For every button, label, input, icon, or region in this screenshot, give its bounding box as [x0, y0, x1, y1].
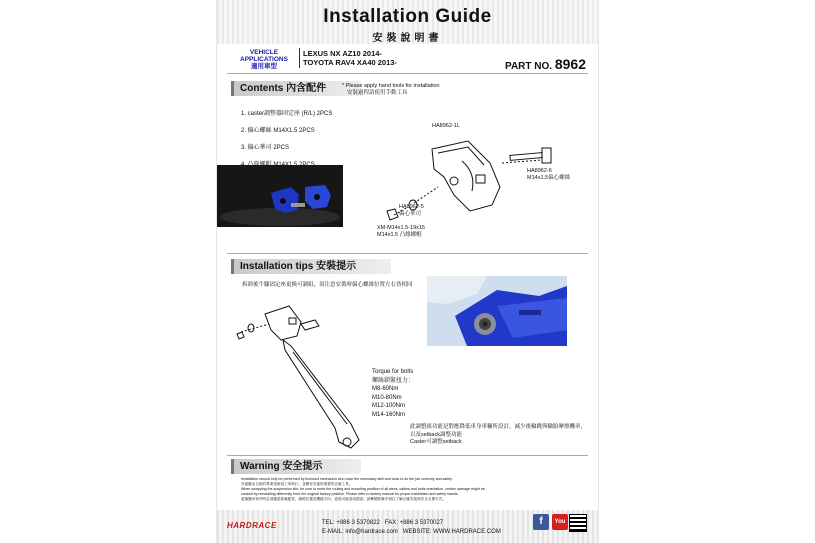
torque-value: M14-160Nm [372, 411, 406, 418]
tips-text: 拆卸後牛腳固定座更換可調組，須注意安裝時偏心螺絲位置左右皆相同 [242, 282, 413, 288]
vehicle-applications-label: VEHICLE APPLICATIONS 適用車型 [240, 49, 288, 70]
warning-text: Installation should only be performed by licensed mechanics who have the necessary skill and tools to do the job correctly and safely. 安裝應由合格的專業技術員工來執行，並擁有安裝所需要的正確工具。 When swapping the suspension kits, be sure to route the routing and mounting position of all wires, cables and bolts orientation, certain damage might be caused by reinstalling differently from the original factory position. Please refer to factory manual for proper installation and safety stands. 更換懸吊套件時必須確認原廠配管、線路位置及螺絲方向，更改可能造成損害。請參閱原廠手冊以了解正確安裝與安全支撐方式。 [241, 477, 485, 501]
divider [227, 73, 588, 74]
installed-photo [427, 276, 567, 346]
label-bracket: HA8962-1L [432, 123, 460, 129]
contents-heading: Contents 內含配件 [231, 81, 361, 96]
list-item: 3. 偏心華司 2PCS [241, 145, 290, 151]
vehicle-model: TOYOTA RAV4 XA40 2013- [303, 58, 397, 67]
vehicle-models [303, 49, 397, 67]
divider [227, 455, 588, 456]
vehicle-model: LEXUS NX AZ10 2014- [303, 49, 382, 58]
label-nut: XM-M14x1.5-19x15 M14x1.5 凸緣螺帽 [377, 225, 425, 238]
youtube-icon[interactable]: You [552, 514, 568, 530]
product-photo [217, 165, 343, 227]
page-title: Installation Guide [323, 6, 492, 27]
torque-specs: Torque for bolts 螺絲鎖緊扭力： M8-60Nm M10-80Nm M12-100Nm M14-160Nm [372, 369, 415, 418]
tips-heading: Installation tips 安裝提示 [231, 259, 391, 274]
qr-code-icon[interactable] [569, 514, 587, 532]
tools-note: * Please apply hand tools for installation 安裝過程請使用手動工具 [342, 83, 440, 96]
list-item: 1. caster調整器固定座 (R/L) 2PCS [241, 111, 333, 117]
part-number: PART NO. 8962 [505, 56, 586, 72]
contact-info: TEL: +886 3 5370822 FAX: +886 3 5370027 E-MAIL: info@hardrace.com WEBSITE: WWW.HARDRACE.COM [322, 520, 501, 535]
label-washer: HA8962-5 偏心華司 [399, 204, 424, 217]
divider [227, 253, 588, 254]
label-bolt: HA8962-6 M14x1.5偏心螺絲 [527, 168, 571, 181]
list-item: 2. 偏心螺絲 M14X1.5 2PCS [241, 128, 315, 134]
facebook-icon[interactable]: f [533, 514, 549, 530]
page-subtitle: 安裝說明書 [372, 33, 443, 44]
torque-value: M8-60Nm [372, 386, 399, 392]
torque-value: M10-80Nm [372, 394, 402, 401]
torque-value: M12-100Nm [372, 403, 406, 409]
footer [217, 510, 598, 543]
caster-note: 此調整組功能是對應降低車身車輛所設計，減少後輪跳與輪胎摩擦機率， 以及setback調整功能 Caster可調整setback [410, 424, 587, 445]
control-arm-diagram [231, 296, 371, 461]
installation-sheet [217, 0, 598, 543]
vehicle-separator [299, 48, 300, 68]
warning-heading: Warning 安全提示 [231, 459, 361, 474]
hardrace-logo: HARDRACE [227, 521, 277, 530]
